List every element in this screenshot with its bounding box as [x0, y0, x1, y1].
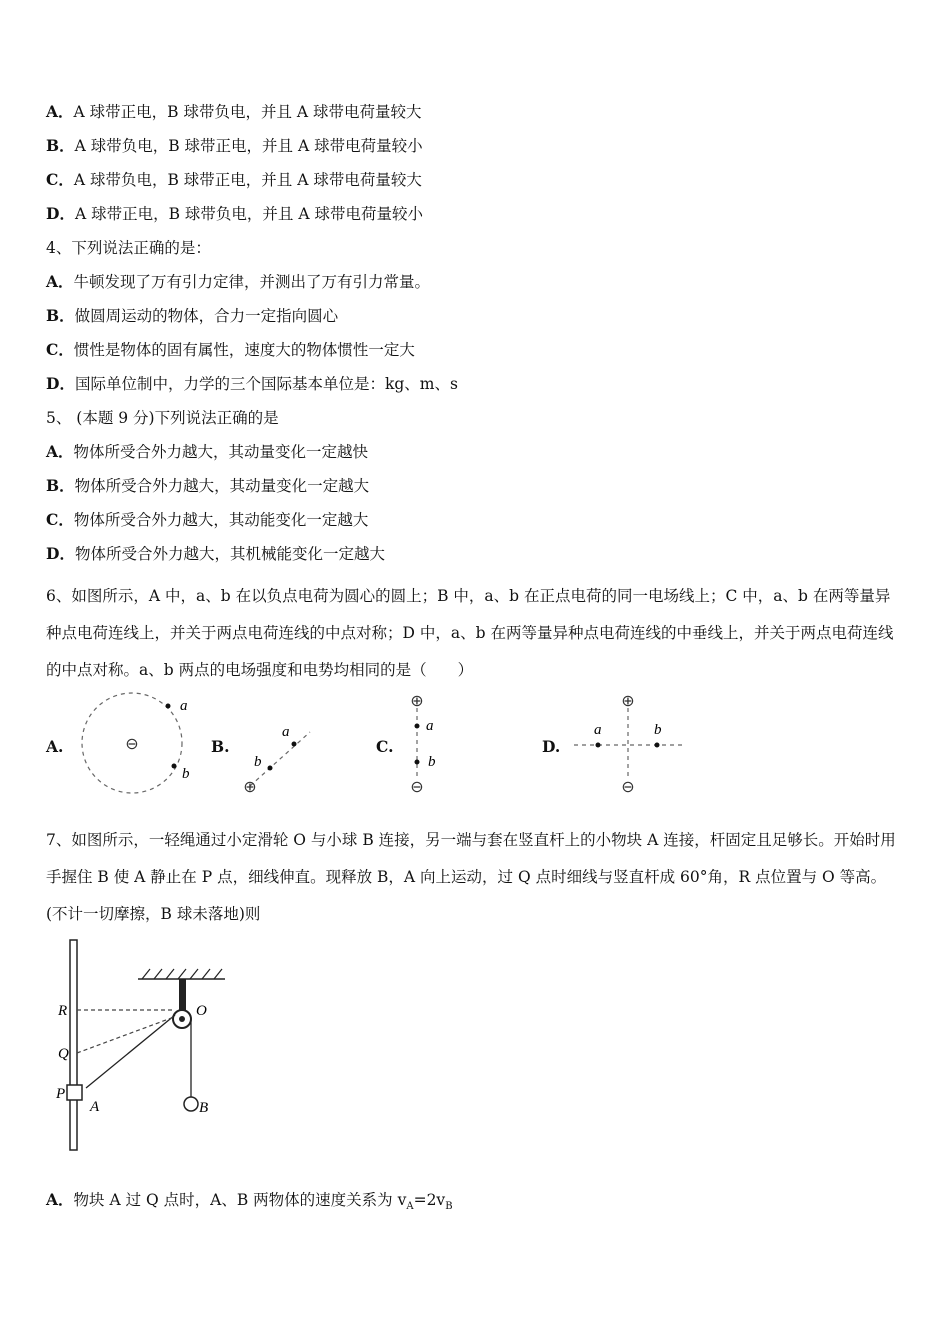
q4-option-a: A．牛顿发现了万有引力定律，并测出了万有引力常量。 [46, 272, 431, 291]
q7-option-a: A．物块 A 过 Q 点时，A、B 两物体的速度关系为 $v_A=2v_B$ [46, 1190, 453, 1213]
q6-fig-label-d: D. [542, 737, 561, 756]
point-b-label: b [428, 754, 436, 770]
q6-fig-label-b: B. [211, 737, 230, 756]
point-b [268, 766, 273, 771]
q5-option-c: C．物体所受合外力越大，其动能变化一定越大 [46, 510, 369, 529]
q6-fig-label-c: C. [376, 737, 394, 756]
q7-pulley-figure [50, 935, 240, 1155]
point-a-label: a [594, 722, 602, 738]
q4-stem: 4、下列说法正确的是： [46, 239, 211, 257]
q6-figure-d [570, 690, 690, 796]
q5-stem: 5、 (本题 9 分)下列说法正确的是 [46, 409, 279, 427]
label-a: A [90, 1099, 100, 1115]
q3-option-b: B．A 球带负电，B 球带正电，并且 A 球带电荷量较小 [46, 136, 423, 155]
point-a-label: a [180, 698, 188, 714]
dashed-line-q [77, 1017, 174, 1053]
point-a [292, 742, 297, 747]
q6-stem: 6、如图所示，A 中，a、b 在以负点电荷为圆心的圆上；B 中，a、b 在正点电荷的同一电场线上；C 中，a、b 在两等量异种点电荷连线上，并关于两点电荷连线的中点对称；D 中，a、b 在两等量异种点电荷连线的中垂线上，并关于两点电荷连线的中点对称。a、b 两点的电场强度和电势均相同的是（ ） [46, 587, 894, 679]
q6-figure-b [240, 720, 320, 800]
point-b-label: b [182, 766, 190, 782]
point-a-label: a [426, 718, 434, 734]
label-q: Q [58, 1046, 69, 1062]
q5-option-d: D．物体所受合外力越大，其机械能变化一定越大 [46, 544, 385, 563]
point-a [596, 743, 601, 748]
q4-option-d: D．国际单位制中，力学的三个国际基本单位是：kg、m、s [46, 374, 458, 393]
positive-charge-icon: ⊕ [410, 693, 424, 710]
ball-b [184, 1097, 198, 1111]
label-r: R [58, 1003, 68, 1019]
q3-option-a: A．A 球带正电，B 球带负电，并且 A 球带电荷量较大 [46, 102, 422, 121]
positive-charge-icon: ⊕ [621, 693, 635, 710]
q5-option-a: A．物体所受合外力越大，其动量变化一定越快 [46, 442, 369, 461]
point-b-label: b [254, 754, 262, 770]
point-a-label: a [282, 724, 290, 740]
point-b-label: b [654, 722, 662, 738]
point-b [655, 743, 660, 748]
point-a [166, 704, 171, 709]
negative-charge-icon: ⊖ [410, 779, 424, 796]
q7-stem: 7、如图所示，一轻绳通过小定滑轮 O 与小球 B 连接，另一端与套在竖直杆上的小物块 A 连接，杆固定且足够长。开始时用手握住 B 使 A 静止在 P 点，细线伸直。现释放 B，A 向上运动，过 Q 点时细线与竖直杆成 60°角，R 点位置与 O 等高。(不计一切摩擦，B 球未落地)则 [46, 831, 896, 923]
q4-option-b: B．做圆周运动的物体，合力一定指向圆心 [46, 306, 339, 325]
q5-option-b: B．物体所受合外力越大，其动量变化一定越大 [46, 476, 370, 495]
q3-option-d: D．A 球带正电，B 球带负电，并且 A 球带电荷量较小 [46, 204, 423, 223]
vertical-rod [70, 940, 77, 1150]
label-b: B [199, 1100, 209, 1116]
q6-fig-label-a: A. [46, 737, 64, 756]
point-a [415, 724, 420, 729]
point-b [172, 764, 177, 769]
string-to-block [86, 1015, 175, 1088]
q3-option-c: C．A 球带负电，B 球带正电，并且 A 球带电荷量较大 [46, 170, 422, 189]
q4-option-c: C．惯性是物体的固有属性，速度大的物体惯性一定大 [46, 340, 415, 359]
pulley-mount [179, 979, 186, 1013]
block-a [67, 1085, 82, 1100]
pulley-axle [179, 1016, 185, 1022]
positive-charge-icon: ⊕ [243, 779, 257, 796]
negative-charge-icon: ⊖ [125, 736, 139, 753]
label-p: P [56, 1086, 66, 1102]
negative-charge-icon: ⊖ [621, 779, 635, 796]
label-o: O [196, 1003, 207, 1019]
q6-figure-a [76, 688, 188, 796]
ceiling-hatching [142, 969, 222, 979]
q6-figure-c [400, 690, 460, 796]
point-b [415, 760, 420, 765]
